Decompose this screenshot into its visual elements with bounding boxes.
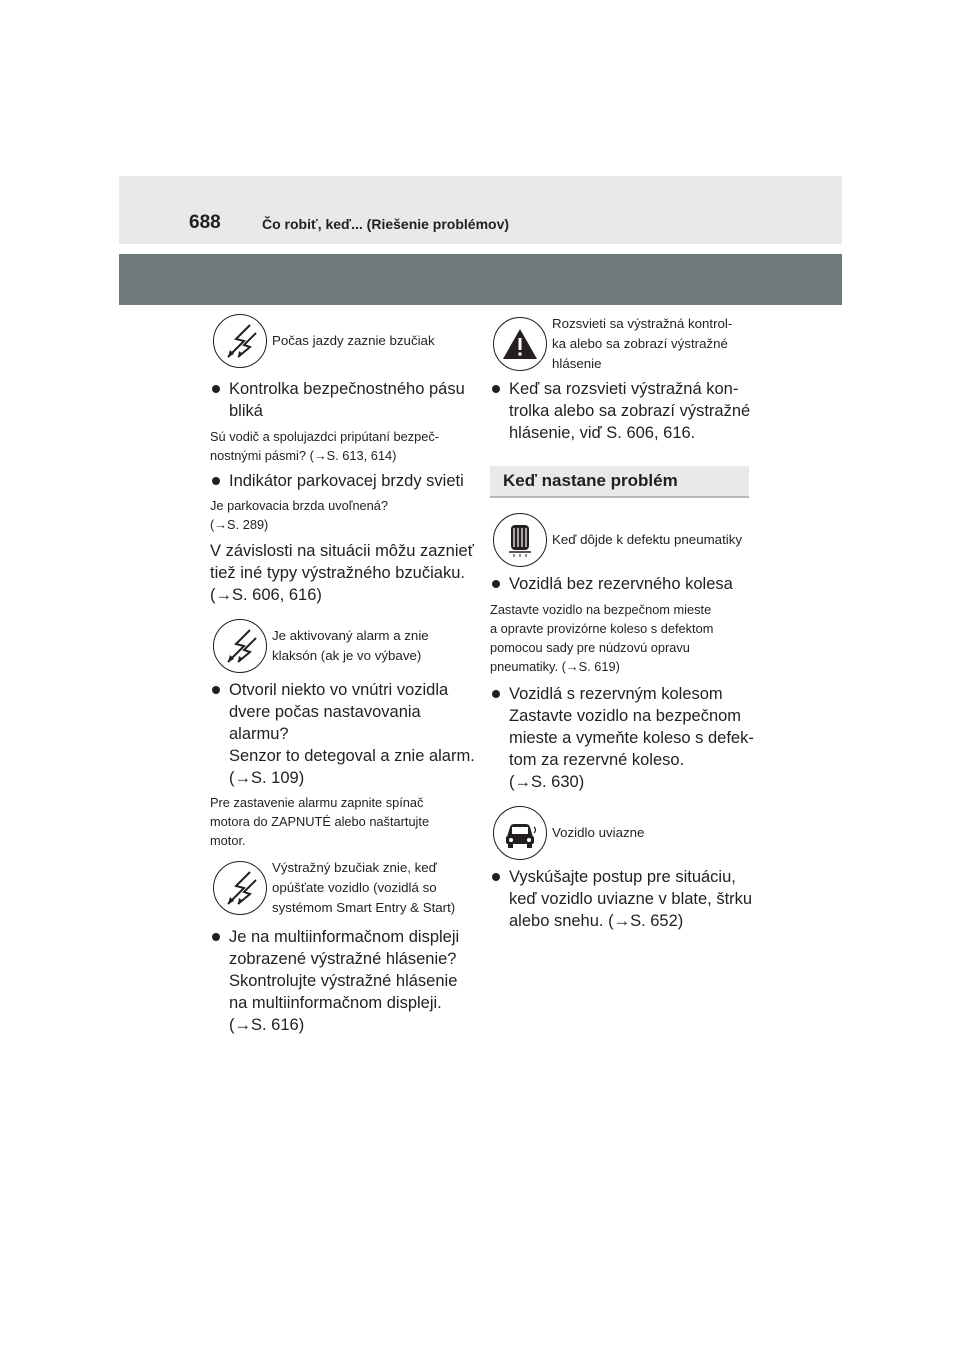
bullet-text: (→S. 109)	[229, 769, 305, 787]
icon-caption	[272, 626, 429, 666]
note-line: pomocou sady pre núdzovú opravu	[490, 640, 690, 655]
list-item	[212, 926, 459, 1036]
bullet-text: Vozidlá s rezervným kolesom	[509, 685, 723, 703]
bullet-text: (→S. 630)	[509, 773, 585, 791]
buzzer-icon	[213, 619, 267, 673]
icon-caption: Počas jazdy zaznie bzučiak	[272, 333, 435, 348]
bullet-text: alarmu?	[229, 725, 289, 743]
caption-line: ka alebo sa zobrazí výstražné	[552, 336, 728, 351]
flat-tire-icon	[493, 513, 547, 567]
bullet-text: keď vozidlo uviazne v blate, štrku	[509, 890, 753, 908]
bullet-text: zobrazené výstražné hlásenie?	[229, 950, 457, 968]
note-text	[490, 600, 713, 676]
bullet-text: tom za rezervné koleso.	[509, 751, 685, 769]
list-item	[492, 378, 750, 444]
note-line: Je parkovacia brzda uvoľnená?	[210, 498, 389, 513]
icon-caption	[552, 314, 732, 374]
bullet-text: Zastavte vozidlo na bezpečnom	[509, 707, 742, 725]
note-line: motora do ZAPNUTÉ alebo naštartujte	[210, 814, 430, 829]
icon-row-warning-light	[493, 314, 732, 374]
bullet-text: Keď sa rozsvieti výstražná kon-	[509, 380, 739, 398]
note-line: motor.	[210, 833, 246, 848]
bullet-text: Vozidlá bez rezervného kolesa	[509, 575, 733, 593]
note-line: Pre zastavenie alarmu zapnite spínač	[210, 795, 424, 810]
note-text	[210, 793, 429, 850]
caption-line: Rozsvieti sa výstražná kontrol-	[552, 316, 733, 331]
caption-line: opúšťate vozidlo (vozidlá so	[272, 880, 437, 895]
bullet-text: mieste a vymeňte koleso s defek-	[509, 729, 754, 747]
bullet-text: Otvoril niekto vo vnútri vozidla	[229, 681, 449, 699]
bullet-text: Vyskúšajte postup pre situáciu,	[509, 868, 736, 886]
bullet-text: Skontrolujte výstražné hlásenie	[229, 972, 458, 990]
icon-row-flat-tire	[493, 513, 742, 567]
bullet-dot	[212, 933, 220, 941]
list-item	[212, 470, 464, 492]
chapter-title: Čo robiť, keď... (Riešenie problémov)	[262, 216, 510, 232]
title-bar	[119, 254, 842, 305]
page-number: 688	[189, 212, 221, 233]
icon-row-leaving-vehicle	[213, 858, 455, 918]
bullet-dot	[492, 580, 500, 588]
bullet-dot	[212, 477, 220, 485]
bullet-text: na multiinformačnom displeji.	[229, 994, 442, 1012]
list-item	[492, 683, 754, 793]
paragraph-line: (→S. 606, 616)	[210, 586, 322, 604]
list-item	[212, 679, 475, 789]
bullet-dot	[492, 873, 500, 881]
caption-line: systémom Smart Entry & Start)	[272, 900, 456, 915]
bullet-text: hlásenie, viď S. 606, 616.	[509, 424, 696, 442]
car-stuck-icon	[493, 806, 547, 860]
note-text	[210, 427, 439, 465]
caption-line: hlásenie	[552, 356, 602, 371]
bullet-text: bliká	[229, 402, 263, 420]
bullet-text: Senzor to detegoval a znie alarm.	[229, 747, 475, 765]
icon-caption: Keď dôjde k defektu pneumatiky	[552, 532, 743, 547]
note-line: pneumatiky. (→S. 619)	[490, 659, 620, 674]
note-line: a opravte provizórne koleso s defektom	[490, 621, 714, 636]
note-line: (→S. 289)	[210, 517, 269, 532]
paragraph-line: V závislosti na situácii môžu zaznieť	[210, 542, 474, 560]
icon-caption	[272, 858, 455, 918]
caption-line: Výstražný bzučiak znie, keď	[272, 860, 437, 875]
list-item	[492, 866, 752, 932]
header-band	[119, 176, 842, 244]
note-line: Sú vodič a spolujazdci pripútaní bezpeč-	[210, 429, 440, 444]
bullet-text: alebo snehu. (→S. 652)	[509, 912, 684, 930]
icon-row-stuck-vehicle	[493, 806, 644, 860]
bullet-text: dvere počas nastavovania	[229, 703, 421, 721]
list-item	[212, 378, 465, 422]
caption-line: klaksón (ak je vo výbave)	[272, 648, 422, 663]
note-text	[210, 496, 388, 534]
bullet-text: Indikátor parkovacej brzdy svieti	[229, 472, 464, 490]
bullet-dot	[492, 385, 500, 393]
icon-row-buzzer-driving	[213, 314, 435, 368]
bullet-dot	[212, 686, 220, 694]
buzzer-icon	[213, 861, 267, 915]
bullet-text: trolka alebo sa zobrazí výstražné	[509, 402, 751, 420]
bullet-dot	[212, 385, 220, 393]
warning-triangle-icon	[493, 317, 547, 371]
paragraph	[210, 540, 474, 606]
note-line: nostnými pásmi? (→S. 613, 614)	[210, 448, 397, 463]
caption-line: Je aktivovaný alarm a znie	[272, 628, 429, 643]
paragraph-line: tiež iné typy výstražného bzučiaku.	[210, 564, 465, 582]
buzzer-icon	[213, 314, 267, 368]
bullet-text: Je na multiinformačnom displeji	[229, 928, 460, 946]
icon-row-alarm	[213, 619, 429, 673]
bullet-dot	[492, 690, 500, 698]
note-line: Zastavte vozidlo na bezpečnom mieste	[490, 602, 712, 617]
icon-caption: Vozidlo uviazne	[552, 825, 645, 840]
section-heading: Keď nastane problém	[490, 466, 749, 498]
list-item	[492, 573, 733, 595]
bullet-text: Kontrolka bezpečnostného pásu	[229, 380, 465, 398]
bullet-text: (→S. 616)	[229, 1016, 305, 1034]
